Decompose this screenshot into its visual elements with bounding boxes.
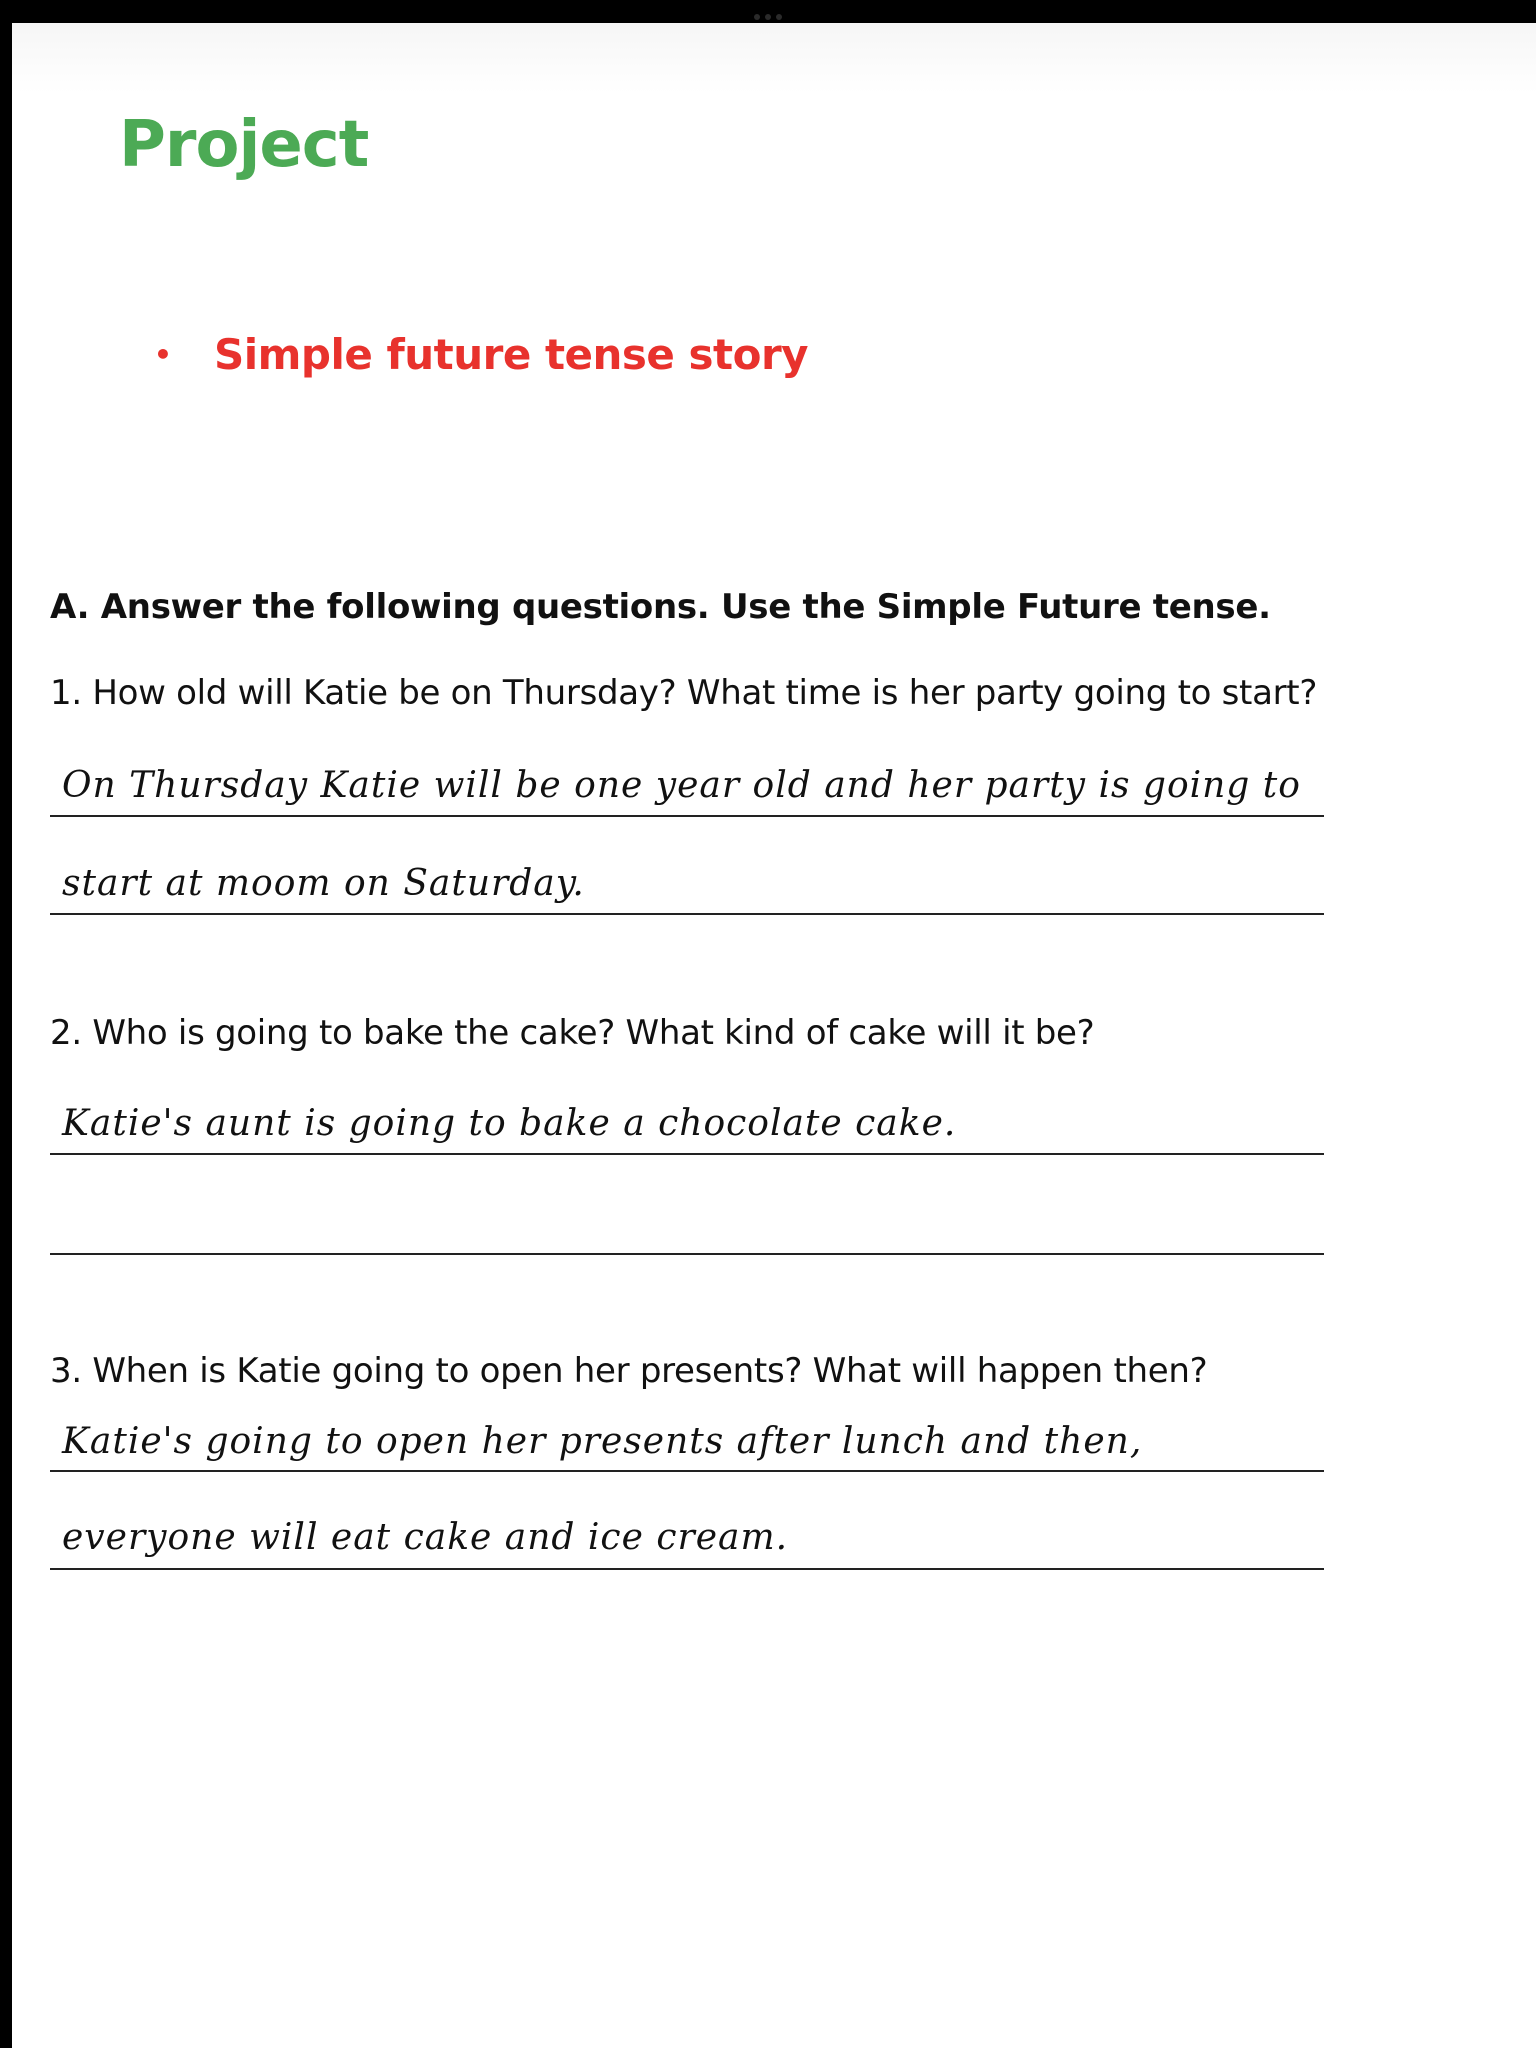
slide-page <box>12 23 1536 2048</box>
bullet-icon: • <box>154 338 172 371</box>
handle-dot <box>754 14 760 20</box>
question-2: 2. Who is going to bake the cake? What kind of cake will it be? <box>50 1013 1095 1053</box>
answer-3-line-2: everyone will eat cake and ice cream. <box>62 1517 789 1558</box>
answer-1-line-1: On Thursday Katie will be one year old and her party is going to <box>62 765 1301 806</box>
answer-3-line-1: Katie's going to open her presents after lunch and then, <box>62 1421 1143 1462</box>
worksheet-instructions: A. Answer the following questions. Use the Simple Future tense. <box>50 587 1271 627</box>
bullet-item <box>154 330 808 379</box>
bullet-text: Simple future tense story <box>214 330 809 379</box>
answer-rule <box>50 1568 1324 1570</box>
answer-rule <box>50 1153 1324 1155</box>
slide-title: Project <box>119 108 369 182</box>
answer-2-line-1: Katie's aunt is going to bake a chocolate cake. <box>62 1103 957 1144</box>
question-3: 3. When is Katie going to open her presents? What will happen then? <box>50 1351 1208 1391</box>
page-shade <box>12 23 1536 93</box>
answer-rule <box>50 1470 1324 1472</box>
handle-dot <box>765 14 771 20</box>
answer-rule <box>50 913 1324 915</box>
answer-rule <box>50 1253 1324 1255</box>
answer-1-line-2: start at moom on Saturday. <box>62 863 585 904</box>
window-handle[interactable] <box>748 14 788 22</box>
handle-dot <box>776 14 782 20</box>
question-1: 1. How old will Katie be on Thursday? What time is her party going to start? <box>50 673 1318 713</box>
answer-rule <box>50 815 1324 817</box>
